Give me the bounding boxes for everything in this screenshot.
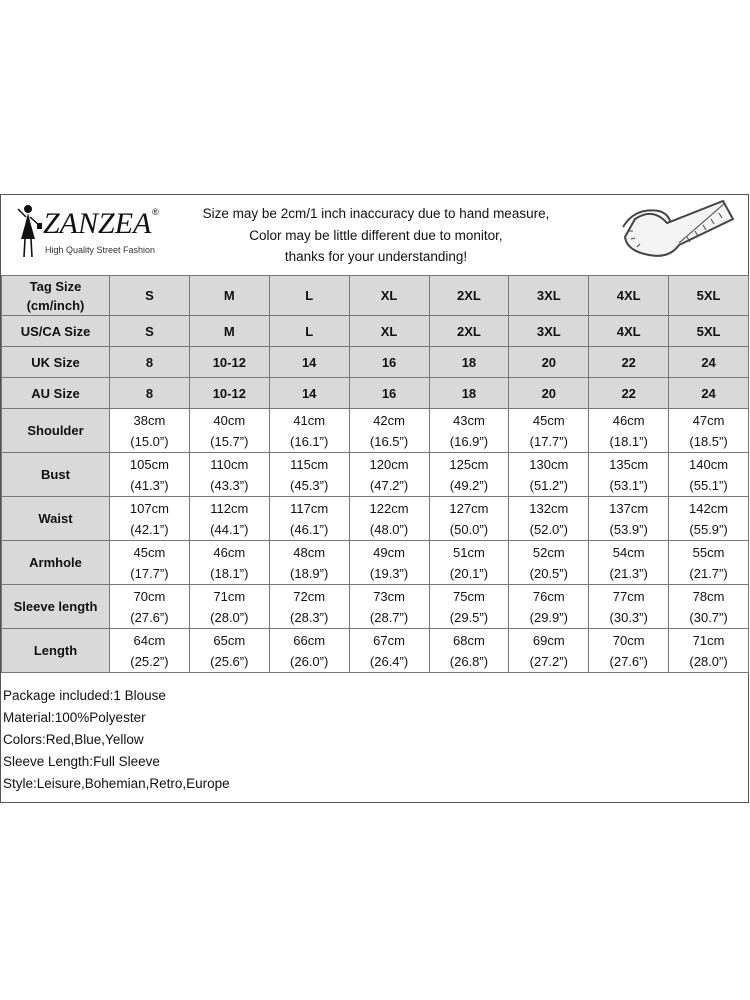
inch-value: (46.1”) [290,521,329,537]
measurement-cell [110,497,190,541]
inch-value: (53.9”) [609,521,648,537]
cm-value: 41cm [293,412,326,428]
inch-value: (48.0”) [369,521,409,537]
size-row [2,347,749,378]
measurement-cell [589,453,669,497]
cm-value: 132cm [529,500,569,516]
size-cell: S [110,276,190,316]
cm-value: 45cm [532,412,565,428]
size-cell: 18 [429,347,509,378]
notice-line: Color may be little different due to monitor, [249,227,503,243]
row-label: Waist [2,497,110,541]
inch-value: (53.1”) [609,477,648,493]
measurement-cell [110,629,190,673]
measurement-cell [349,453,429,497]
size-cell: L [269,276,349,316]
size-cell: 16 [349,378,429,409]
inch-value: (26.4”) [369,653,409,669]
row-label: US/CA Size [2,316,110,347]
brand-logo [15,203,175,263]
size-cell: XL [349,276,429,316]
sleeve-info: Sleeve Length:Full Sleeve [3,754,160,769]
measurement-cell [110,453,190,497]
inch-value: (21.3”) [609,565,648,581]
cm-value: 107cm [129,500,169,516]
inch-value: (51.2”) [529,477,568,493]
cm-value: 55cm [692,544,725,560]
size-cell: 14 [269,378,349,409]
inch-value: (45.3”) [290,477,329,493]
size-cell: 24 [669,378,749,409]
row-label: Armhole [2,541,110,585]
size-cell: 5XL [669,276,749,316]
measurement-row [2,497,749,541]
cm-value: 46cm [213,544,246,560]
cm-value: 69cm [532,632,565,648]
cm-value: 117cm [290,500,329,516]
inch-value: (28.0”) [689,653,728,669]
size-cell: 2XL [429,316,509,347]
measurement-cell [189,453,269,497]
size-row [2,316,749,347]
measurement-cell [509,497,589,541]
size-cell: 16 [349,347,429,378]
measurement-cell [349,409,429,453]
cm-value: 71cm [692,632,725,648]
size-row [2,378,749,409]
cm-value: 120cm [369,456,409,472]
inch-value: (16.5”) [369,433,409,449]
size-cell: 18 [429,378,509,409]
measurement-cell [269,409,349,453]
measurement-cell [110,541,190,585]
cm-value: 45cm [133,544,166,560]
size-cell: 4XL [589,276,669,316]
inch-value: (29.5”) [449,609,489,625]
inch-value: (18.5”) [689,433,728,449]
size-cell: 3XL [509,316,589,347]
measurement-cell [189,629,269,673]
measurement-cell [669,541,749,585]
inch-value: (26.8”) [449,653,489,669]
cm-value: 115cm [290,456,329,472]
cm-value: 75cm [453,588,485,604]
product-info [3,685,230,795]
measurement-cell [509,585,589,629]
inch-value: (15.0”) [130,433,169,449]
size-cell: 20 [509,378,589,409]
row-label: Shoulder [2,409,110,453]
measurement-row [2,629,749,673]
cm-value: 52cm [532,544,565,560]
cm-value: 122cm [369,500,409,516]
inch-value: (17.7”) [130,565,169,581]
inch-value: (27.6”) [130,609,169,625]
inch-value: (19.3”) [369,565,409,581]
cm-value: 110cm [210,456,249,472]
cm-value: 70cm [612,632,645,648]
measurement-cell [669,453,749,497]
cm-value: 54cm [612,544,645,560]
measuring-tape-icon [613,197,737,271]
inch-value: (27.2”) [529,653,568,669]
size-cell: 5XL [669,316,749,347]
measurement-cell [589,585,669,629]
size-cell: 10-12 [189,378,269,409]
notice-line: thanks for your understanding! [284,249,468,264]
measurement-cell [669,629,749,673]
inch-value: (43.3”) [210,477,249,493]
measurement-cell [189,541,269,585]
inch-value: (42.1”) [130,521,169,537]
measurement-cell [509,629,589,673]
size-cell: 22 [589,378,669,409]
registered-mark: ® [152,207,159,217]
inch-value: (28.7”) [369,609,409,625]
measurement-row [2,585,749,629]
inch-value: (47.2”) [369,477,409,493]
cm-value: 72cm [293,588,326,604]
inch-value: (21.7”) [689,565,728,581]
cm-value: 76cm [532,588,565,604]
colors-info: Colors:Red,Blue,Yellow [3,732,144,747]
inch-value: (50.0”) [449,521,489,537]
inch-value: (17.7”) [529,433,568,449]
inch-value: (18.9”) [290,565,329,581]
inch-value: (15.7”) [210,433,249,449]
cm-value: 77cm [612,588,645,604]
size-cell: L [269,316,349,347]
measurement-cell [669,497,749,541]
measurement-cell [269,453,349,497]
cm-value: 140cm [689,456,729,472]
size-chart [0,194,749,803]
inch-value: (28.0”) [210,609,249,625]
cm-value: 46cm [612,412,645,428]
measurement-cell [589,541,669,585]
package-info: Package included:1 Blouse [3,688,166,703]
measurement-cell [189,497,269,541]
measurement-cell [669,409,749,453]
cm-value: 135cm [609,456,649,472]
measurement-cell [110,585,190,629]
row-label: Tag Size (cm/inch) [2,276,110,316]
cm-value: 137cm [609,500,649,516]
cm-value: 70cm [133,588,166,604]
inch-value: (25.6”) [210,653,249,669]
measurement-cell [269,497,349,541]
brand-name: ZANZEA [43,207,152,240]
cm-value: 125cm [449,456,489,472]
measurement-cell [589,409,669,453]
size-cell: 24 [669,347,749,378]
measurement-notice [191,203,561,268]
size-cell: 8 [110,378,190,409]
material-info: Material:100%Polyester [3,710,146,725]
measurement-row [2,541,749,585]
inch-value: (25.2”) [130,653,169,669]
size-cell: M [189,276,269,316]
inch-value: (18.1”) [210,565,249,581]
measurement-cell [429,453,509,497]
size-cell: M [189,316,269,347]
size-cell: 14 [269,347,349,378]
cm-value: 49cm [373,544,405,560]
chart-header [1,195,748,276]
inch-value: (55.9”) [689,521,728,537]
cm-value: 71cm [213,588,246,604]
cm-value: 68cm [453,632,485,648]
inch-value: (55.1”) [689,477,728,493]
measurement-cell [269,629,349,673]
measurement-cell [429,409,509,453]
measurement-cell [349,497,429,541]
cm-value: 47cm [692,412,725,428]
measurement-cell [189,585,269,629]
measurement-cell [269,541,349,585]
brand-tagline: High Quality Street Fashion [45,245,156,255]
inch-value: (30.3”) [609,609,648,625]
cm-value: 130cm [529,456,569,472]
measurement-cell [429,497,509,541]
measurement-row [2,453,749,497]
inch-value: (18.1”) [609,433,648,449]
notice-line: Size may be 2cm/1 inch inaccuracy due to hand measure, [202,206,550,221]
cm-value: 48cm [293,544,326,560]
cm-value: 78cm [692,588,725,604]
inch-value: (28.3”) [290,609,329,625]
cm-value: 112cm [210,500,249,516]
cm-value: 51cm [453,544,485,560]
row-label: Sleeve length [2,585,110,629]
size-cell: 4XL [589,316,669,347]
measurement-cell [429,585,509,629]
cm-value: 64cm [133,632,166,648]
measurement-cell [669,585,749,629]
measurement-cell [589,629,669,673]
measurement-cell [509,409,589,453]
inch-value: (16.9”) [449,433,489,449]
size-row [2,276,749,316]
size-cell: S [110,316,190,347]
size-cell: 2XL [429,276,509,316]
cm-value: 67cm [373,632,405,648]
measurement-cell [189,409,269,453]
size-cell: XL [349,316,429,347]
measurement-cell [349,585,429,629]
inch-value: (20.5”) [529,565,568,581]
measurement-cell [429,541,509,585]
inch-value: (52.0”) [529,521,568,537]
measurement-cell [429,629,509,673]
measurement-cell [509,453,589,497]
cm-value: 65cm [213,632,246,648]
cm-value: 73cm [373,588,405,604]
size-cell: 10-12 [189,347,269,378]
measurement-cell [589,497,669,541]
inch-value: (41.3”) [130,477,169,493]
measurement-cell [110,409,190,453]
measurement-cell [349,629,429,673]
inch-value: (26.0”) [290,653,329,669]
inch-value: (29.9”) [529,609,568,625]
cm-value: 43cm [453,412,485,428]
row-label: UK Size [2,347,110,378]
cm-value: 40cm [213,412,246,428]
cm-value: 142cm [689,500,729,516]
measurement-cell [509,541,589,585]
cm-value: 38cm [133,412,166,428]
size-cell: 22 [589,347,669,378]
cm-value: 66cm [293,632,326,648]
inch-value: (30.7”) [689,609,728,625]
woman-silhouette-icon [15,203,45,261]
inch-value: (27.6”) [609,653,648,669]
cm-value: 42cm [373,412,405,428]
inch-value: (44.1”) [210,521,249,537]
inch-value: (16.1”) [290,433,329,449]
measurement-row [2,409,749,453]
size-cell: 8 [110,347,190,378]
measurement-cell [269,585,349,629]
size-table-body [2,276,749,673]
row-label: Length [2,629,110,673]
inch-value: (49.2”) [449,477,489,493]
inch-value: (20.1”) [449,565,489,581]
size-cell: 20 [509,347,589,378]
row-label: AU Size [2,378,110,409]
style-info: Style:Leisure,Bohemian,Retro,Europe [3,776,230,791]
size-table [1,275,749,673]
size-cell: 3XL [509,276,589,316]
row-label: Bust [2,453,110,497]
cm-value: 127cm [449,500,489,516]
measurement-cell [349,541,429,585]
cm-value: 105cm [129,456,169,472]
